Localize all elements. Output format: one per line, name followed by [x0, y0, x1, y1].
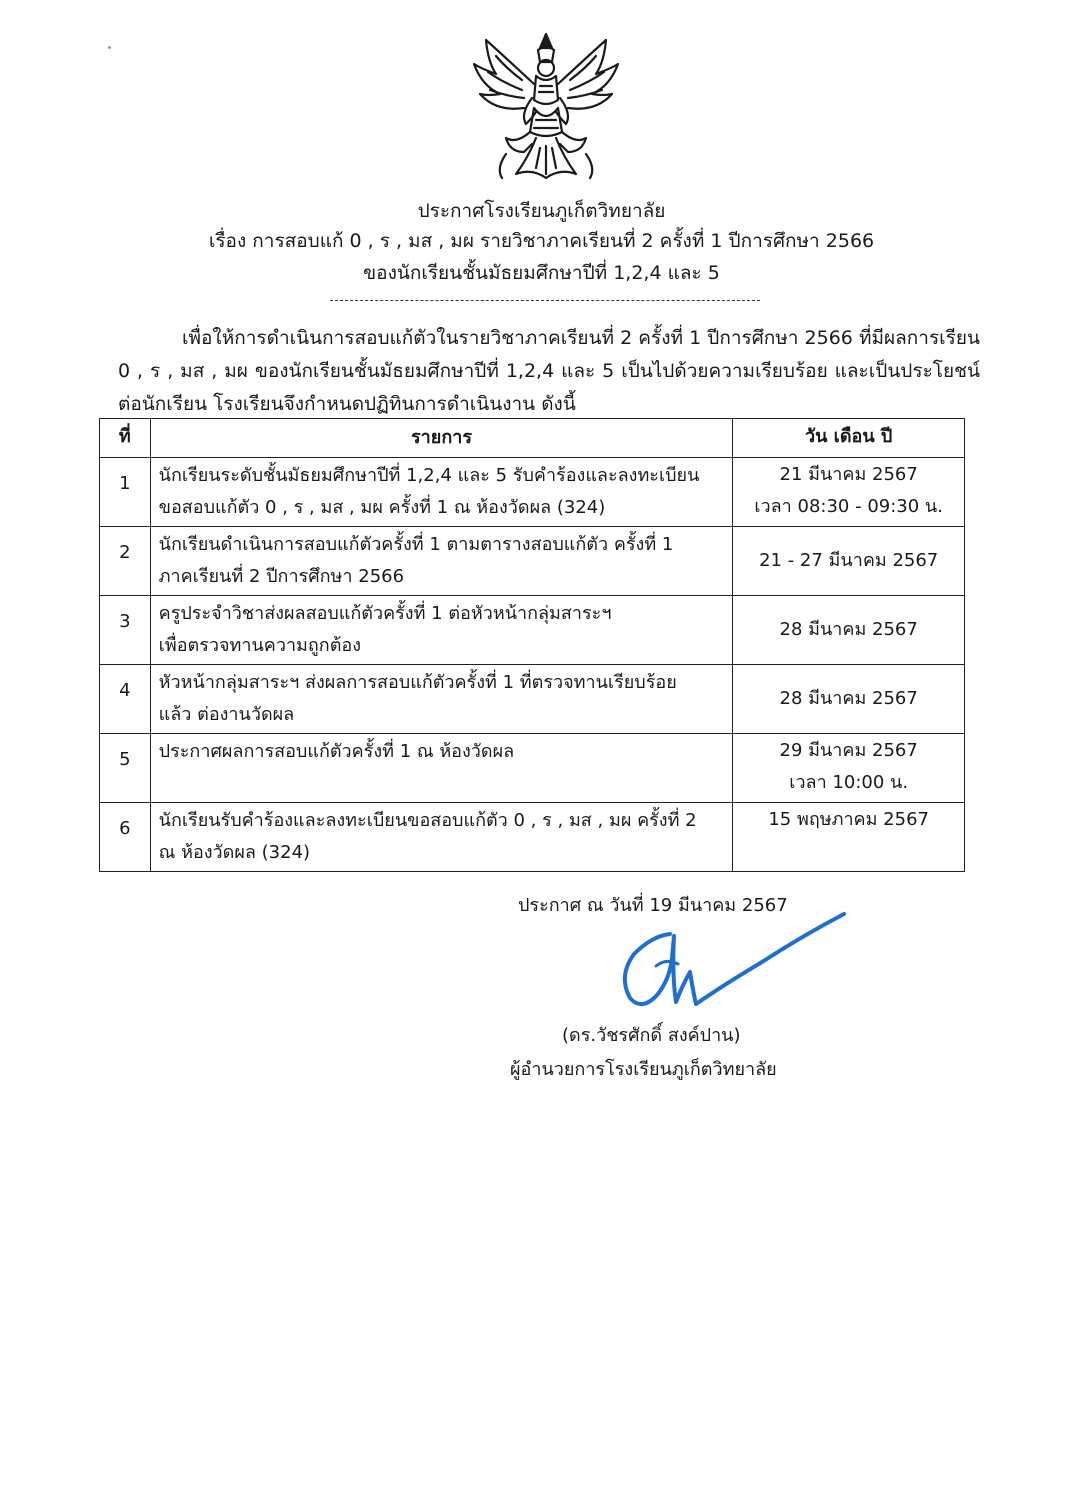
row-item — [150, 665, 733, 734]
header-divider — [330, 300, 760, 301]
announcement-title: ประกาศโรงเรียนภูเก็ตวิทยาลัย — [417, 200, 666, 222]
row-no: 4 — [100, 665, 151, 734]
row-no: 3 — [100, 596, 151, 665]
row-date — [733, 665, 965, 734]
row-date — [733, 734, 965, 803]
row-date — [733, 527, 965, 596]
table-row — [100, 803, 965, 872]
announcement-date: ประกาศ ณ วันที่ 19 มีนาคม 2567 — [518, 895, 788, 916]
row-item-spacer — [159, 768, 725, 800]
row-date-line: 28 มีนาคม 2567 — [779, 688, 918, 709]
row-no: 5 — [100, 734, 151, 803]
row-item-line: ภาคเรียนที่ 2 ปีการศึกษา 2566 — [158, 566, 405, 587]
signer-position: ผู้อำนวยการโรงเรียนภูเก็ตวิทยาลัย — [510, 1059, 777, 1080]
row-item — [150, 734, 733, 803]
row-item — [150, 458, 733, 527]
row-date-line: เวลา 08:30 - 09:30 น. — [754, 496, 943, 517]
row-date — [733, 458, 965, 527]
row-item-line: ประกาศผลการสอบแก้ตัวครั้งที่ 1 ณ ห้องวัดผล — [158, 741, 515, 762]
row-item-line: เพื่อตรวจทานความถูกต้อง — [158, 635, 361, 656]
row-item-line: แล้ว ต่องานวัดผล — [158, 704, 295, 725]
table-header-row — [100, 419, 965, 458]
table-row — [100, 734, 965, 803]
table-row — [100, 596, 965, 665]
row-date-line: 28 มีนาคม 2567 — [779, 619, 918, 640]
row-date-line: เวลา 10:00 น. — [789, 772, 909, 793]
intro-paragraph — [118, 322, 980, 421]
intro-text: เพื่อให้การดำเนินการสอบแก้ตัวในรายวิชาภาคเรียนที่ 2 ครั้งที่ 1 ปีการศึกษา 2566 ที่มีผลการเรียน 0 , ร , มส , มผ ของนักเรียนชั้นมัธยมศึกษาปีที่ 1,2,4 และ 5 เป็นไปด้วยความเรียบร้อย และเป็นประโยชน์ต่อนักเรียน โรงเรียนจึงกำหนดปฏิทินการดำเนินงาน ดังนี้ — [118, 327, 980, 415]
row-item — [150, 803, 733, 872]
table-row — [100, 527, 965, 596]
announcement-audience: ของนักเรียนชั้นมัธยมศึกษาปีที่ 1,2,4 และ 5 — [363, 262, 720, 284]
row-date — [733, 803, 965, 872]
row-item — [150, 596, 733, 665]
col-header-date: วัน เดือน ปี — [733, 419, 965, 458]
row-item-line: ขอสอบแก้ตัว 0 , ร , มส , มผ ครั้งที่ 1 ณ ห้องวัดผล (324) — [158, 497, 606, 518]
table-row — [100, 665, 965, 734]
schedule-table — [99, 418, 965, 872]
row-no: 2 — [100, 527, 151, 596]
row-item — [150, 527, 733, 596]
announcement-subject: เรื่อง การสอบแก้ 0 , ร , มส , มผ รายวิชาภาคเรียนที่ 2 ครั้งที่ 1 ปีการศึกษา 2566 — [208, 230, 875, 252]
row-date-line: 29 มีนาคม 2567 — [779, 740, 918, 761]
row-item-line: ณ ห้องวัดผล (324) — [158, 842, 311, 863]
signature-icon — [612, 906, 852, 1016]
row-no: 6 — [100, 803, 151, 872]
row-no: 1 — [100, 458, 151, 527]
row-date-line: 15 พฤษภาคม 2567 — [768, 809, 929, 830]
row-date-line: 21 มีนาคม 2567 — [779, 464, 918, 485]
row-item-line: นักเรียนระดับชั้นมัธยมศึกษาปีที่ 1,2,4 และ 5 รับคำร้องและลงทะเบียน — [158, 465, 700, 486]
row-item-line: นักเรียนรับคำร้องและลงทะเบียนขอสอบแก้ตัว 0 , ร , มส , มผ ครั้งที่ 2 — [158, 810, 697, 831]
row-item-line: ครูประจำวิชาส่งผลสอบแก้ตัวครั้งที่ 1 ต่อหัวหน้ากลุ่มสาระฯ — [158, 603, 612, 624]
table-row — [100, 458, 965, 527]
col-header-item: รายการ — [150, 419, 733, 458]
scan-speck — [108, 46, 111, 49]
signer-name: (ดร.วัชรศักดิ์ สงค์ปาน) — [562, 1025, 741, 1046]
col-header-no: ที่ — [100, 419, 151, 458]
row-item-line: นักเรียนดำเนินการสอบแก้ตัวครั้งที่ 1 ตามตารางสอบแก้ตัว ครั้งที่ 1 — [158, 534, 674, 555]
row-date — [733, 596, 965, 665]
row-item-line: หัวหน้ากลุ่มสาระฯ ส่งผลการสอบแก้ตัวครั้งที่ 1 ที่ตรวจทานเรียบร้อย — [158, 672, 677, 693]
row-date-line: 21 - 27 มีนาคม 2567 — [759, 550, 939, 571]
garuda-emblem-icon — [466, 28, 626, 188]
